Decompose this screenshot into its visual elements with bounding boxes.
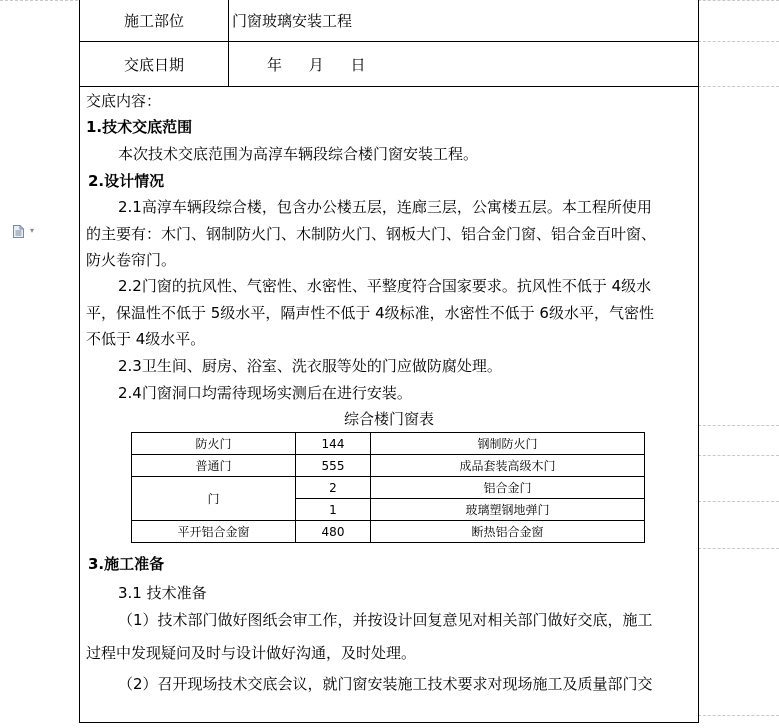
viewer-guide-line bbox=[698, 0, 779, 1]
viewer-guide-line bbox=[698, 715, 779, 716]
table-cell: 成品套装高级木门 bbox=[371, 455, 645, 477]
table-cell: 防火门 bbox=[132, 433, 296, 455]
part-value: 门窗玻璃安装工程 bbox=[232, 12, 353, 30]
table-row bbox=[132, 455, 645, 477]
section-2-2-line2: 平，保温性不低于 5级水平，隔声性不低于 4级标准，水密性不低于 6级水平，气密性 bbox=[86, 304, 654, 322]
section-2-3: 2.3卫生间、厨房、浴室、洗衣服等处的门应做防腐处理。 bbox=[118, 357, 502, 375]
table-cell: 铝合金门 bbox=[371, 477, 645, 499]
table-cell: 钢制防火门 bbox=[371, 433, 645, 455]
date-text: 年 月 日 bbox=[267, 55, 366, 74]
table-cell: 480 bbox=[296, 521, 371, 543]
table-cell: 平开铝合金窗 bbox=[132, 521, 296, 543]
section-3-1-2-line1: （2）召开现场技术交底会议，就门窗安装施工技术要求对现场施工及质量部门交 bbox=[118, 675, 653, 693]
section-2-1-line1: 2.1高淳车辆段综合楼，包含办公楼五层，连廊三层，公寓楼五层。本工程所使用 bbox=[118, 198, 652, 216]
section-3-title: 3.施工准备 bbox=[88, 555, 165, 573]
table-title: 综合楼门窗表 bbox=[343, 410, 434, 428]
date-value bbox=[229, 42, 698, 86]
viewer-guide-line bbox=[698, 425, 779, 426]
table-row bbox=[132, 521, 645, 543]
table-cell: 555 bbox=[296, 455, 371, 477]
content-intro: 交底内容： bbox=[86, 92, 162, 110]
viewer-guide-line bbox=[698, 41, 779, 42]
document-page bbox=[79, 0, 699, 723]
viewer-guide-line bbox=[698, 501, 779, 502]
chevron-down-icon[interactable]: ▾ bbox=[30, 226, 35, 235]
table-cell: 玻璃塑钢地弹门 bbox=[371, 499, 645, 521]
viewer-guide-line bbox=[698, 455, 779, 456]
document-icon[interactable] bbox=[13, 225, 24, 238]
table-cell: 断热铝合金窗 bbox=[371, 521, 645, 543]
header-row-part bbox=[80, 0, 698, 42]
table-cell: 普通门 bbox=[132, 455, 296, 477]
section-2-2-line3: 不低于 4级水平。 bbox=[86, 330, 206, 348]
table-row bbox=[132, 477, 645, 499]
door-window-table bbox=[131, 432, 645, 543]
table-cell: 2 bbox=[296, 477, 371, 499]
section-2-2-line1: 2.2门窗的抗风性、气密性、水密性、平整度符合国家要求。抗风性不低于 4级水 bbox=[118, 277, 652, 295]
section-2-title: 2.设计情况 bbox=[88, 172, 165, 190]
viewer-guide-line bbox=[698, 548, 779, 549]
section-3-1: 3.1 技术准备 bbox=[118, 584, 207, 602]
section-2-4: 2.4门窗洞口均需待现场实测后在进行安装。 bbox=[118, 384, 412, 402]
header-row-date bbox=[80, 42, 698, 87]
section-3-1-1-line1: （1）技术部门做好图纸会审工作，并按设计回复意见对相关部门做好交底，施工 bbox=[118, 611, 653, 629]
table-cell: 144 bbox=[296, 433, 371, 455]
part-label: 施工部位 bbox=[80, 0, 229, 41]
section-3-1-1-line2: 过程中发现疑问及时与设计做好沟通，及时处理。 bbox=[86, 644, 417, 662]
section-1-title: 1.技术交底范围 bbox=[86, 118, 193, 136]
viewer-guide-line bbox=[698, 86, 779, 87]
section-2-1-line2: 的主要有：木门、钢制防火门、木制防火门、钢板大门、铝合金门窗、铝合金百叶窗、 bbox=[86, 225, 657, 243]
table-row bbox=[132, 433, 645, 455]
section-1-text: 本次技术交底范围为高淳车辆段综合楼门窗安装工程。 bbox=[118, 145, 479, 163]
table-cell: 1 bbox=[296, 499, 371, 521]
viewer-guide-line bbox=[0, 0, 78, 1]
date-label: 交底日期 bbox=[80, 42, 229, 86]
section-2-1-line3: 防火卷帘门。 bbox=[86, 251, 177, 269]
table-cell: 门 bbox=[132, 477, 296, 521]
